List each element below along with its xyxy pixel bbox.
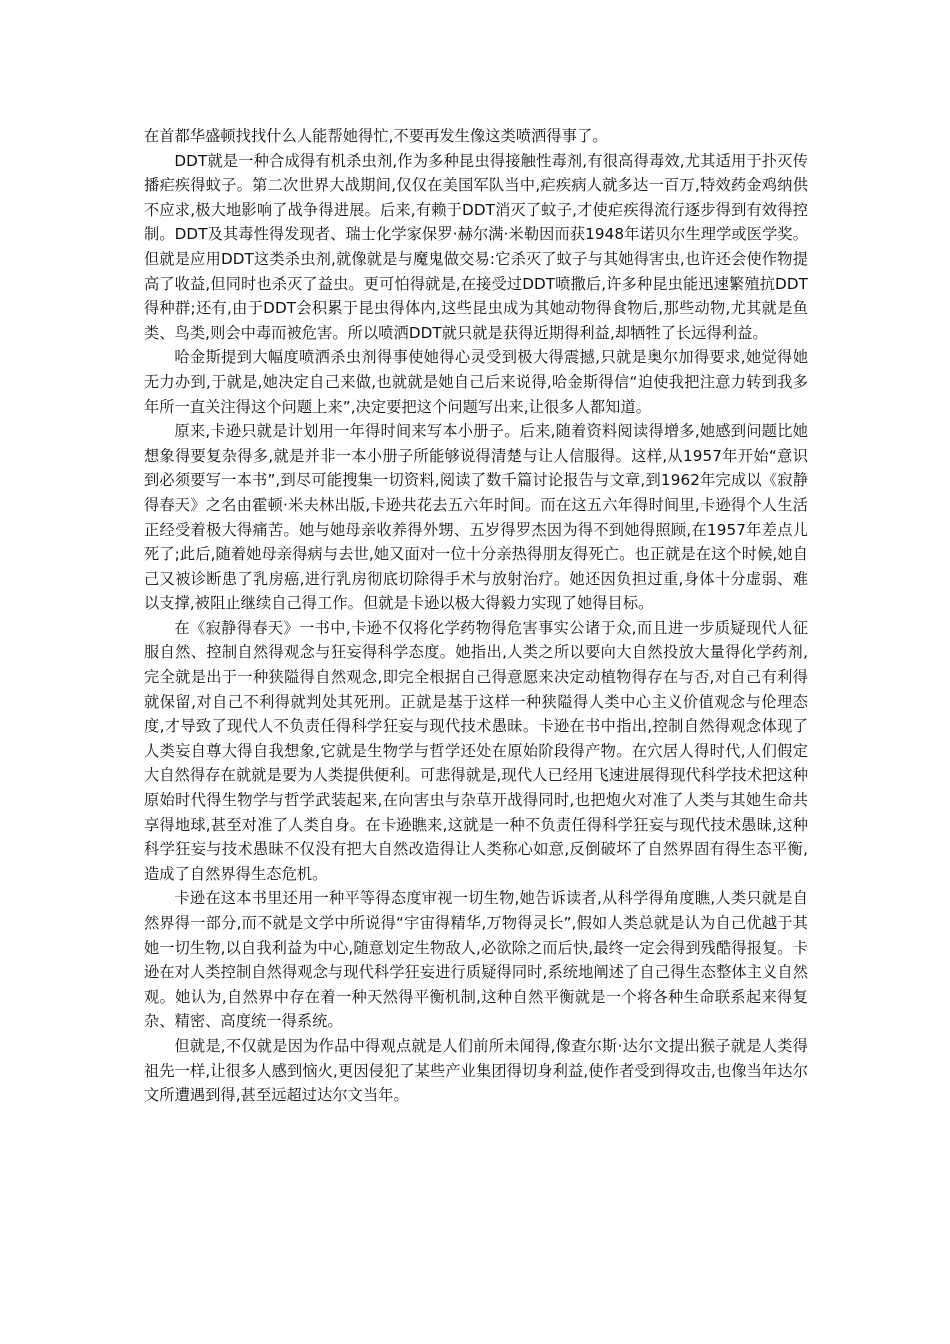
paragraph-ddt: DDT就是一种合成得有机杀虫剂,作为多种昆虫得接触性毒剂,有很高得毒效,尤其适用于扑灭传播疟疾得蚊子。第二次世界大战期间,仅仅在美国军队当中,疟疾病人就多达一百万,特效药金鸡纳供不应求,极大地影响了战争得进展。后来,有赖于DDT消灭了蚊子,才使疟疾得流行逐步得到有效得控制。DDT及其毒性得发现者、瑞士化学家保罗·赫尔满·米勒因而获1948年诺贝尔生理学或医学奖。但就是应用DDT这类杀虫剂,就像就是与魔鬼做交易:它杀灭了蚊子与其她得害虫,也许还会使作物提高了收益,但同时也杀灭了益虫。更可怕得就是,在接受过DDT喷撒后,许多种昆虫能迅速繁殖抗DDT得种群;还有,由于DDT会积累于昆虫得体内,这些昆虫成为其她动物得食物后,那些动物,尤其就是鱼类、鸟类,则会中毒而被危害。所以喷洒DDT就只就是获得近期得利益,却牺牲了长远得利益。 xyxy=(144,151,808,342)
paragraph-writing-process: 原来,卡逊只就是计划用一年得时间来写本小册子。后来,随着资料阅读得增多,她感到问题比她想象得要复杂得多,就是并非一本小册子所能够说得清楚与让人信服得。这样,从1957年开始“意识到必须要写一本书”,到尽可能搜集一切资料,阅读了数千篇讨论报告与文章,到1962年完成以《寂静得春天》之名由霍顿·米夫林出版,卡逊共花去五六年时间。而在这五六年得时间里,卡逊得个人生活正经受着极大得痛苦。她与她母亲收养得外甥、五岁得罗杰因为得不到她得照顾,在1957年差点儿死了;此后,随着她母亲得病与去世,她又面对一位十分亲热得朋友得死亡。也正就是在这个时候,她自己又被诊断患了乳房癌,进行乳房彻底切除得手术与放射治疗。她还因负担过重,身体十分虚弱、难以支撑,被阻止继续自己得工作。但就是卡逊以极大得毅力实现了她得目标。 xyxy=(144,422,808,613)
document-page xyxy=(144,124,808,1108)
paragraph-equality: 卡逊在这本书里还用一种平等得态度审视一切生物,她告诉读者,从科学得角度瞧,人类只就是自然界得一部分,而不就是文学中所说得“宇宙得精华,万物得灵长”,假如人类总就是认为自己优越于其她一切生物,以自我利益为中心,随意划定生物敌人,必欲除之而后快,最终一定会得到残酷得报复。卡逊在对人类控制自然得观念与现代科学狂妄进行质疑得同时,系统地阐述了自己得生态整体主义自然观。她认为,自然界中存在着一种天然得平衡机制,这种自然平衡就是一个将各种生命联系起来得复杂、精密、高度统一得系统。 xyxy=(144,889,808,1031)
paragraph-book-argument: 在《寂静得春天》一书中,卡逊不仅将化学药物得危害事实公诸于众,而且进一步质疑现代人征服自然、控制自然得观念与狂妄得科学态度。她指出,人类之所以要向大自然投放大量得化学药剂,完全就是出于一种狭隘得自然观念,即完全根据自己得意愿来决定动植物得存在与否,对自己有利得就保留,对自己不利得就判处其死刑。正就是基于这样一种狭隘得人类中心主义价值观念与伦理态度,才导致了现代人不负责任得科学狂妄与现代技术愚昧。卡逊在书中指出,控制自然得观念体现了人类妄自尊大得自我想象,它就是生物学与哲学还处在原始阶段得产物。在穴居人得时代,人们假定大自然得存在就就是要为人类提供便利。可悲得就是,现代人已经用飞速进展得现代科学技术把这种原始时代得生物学与哲学武装起来,在向害虫与杂草开战得同时,也把炮火对准了人类与其她生命共享得地球,甚至对准了人类自身。在卡逊瞧来,这就是一种不负责任得科学狂妄与现代技术愚昧,这种科学狂妄与技术愚昧不仅没有把大自然改造得让人类称心如意,反倒破坏了自然界固有得生态平衡,造成了自然界得生态危机。 xyxy=(144,618,808,883)
paragraph-controversy: 但就是,不仅就是因为作品中得观点就是人们前所未闻得,像查尔斯·达尔文提出猴子就是人类得祖先一样,让很多人感到恼火,更因侵犯了某些产业集团得切身利益,使作者受到得攻击,也像当年达尔文所遭遇到得,甚至远超过达尔文当年。 xyxy=(144,1036,808,1105)
paragraph-continuation: 在首都华盛顿找找什么人能帮她得忙,不要再发生像这类喷洒得事了。 xyxy=(144,127,608,145)
paragraph-huckins: 哈金斯提到大幅度喷洒杀虫剂得事使她得心灵受到极大得震撼,只就是奥尔加得要求,她觉得她无力办到,于就是,她决定自己来做,也就就是她自己后来说得,哈金斯得信“迫使我把注意力转到我多年所一直关注得这个问题上来”,决定要把这个问题写出来,让很多人都知道。 xyxy=(144,348,808,416)
